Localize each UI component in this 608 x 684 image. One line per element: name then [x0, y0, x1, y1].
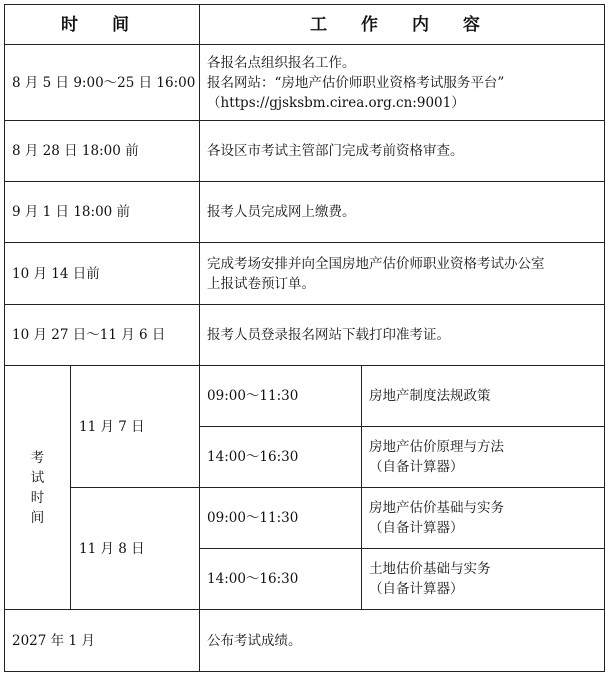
row-content — [200, 305, 605, 366]
table-row — [5, 305, 605, 366]
table-row — [5, 121, 605, 182]
content-line: 完成考场安排并向全国房地产估价师职业资格考试办公室 — [207, 255, 545, 272]
exam-date: 11 月 8 日 — [71, 488, 200, 610]
table-row — [5, 243, 605, 305]
header-work-content: 工 作 内 容 — [200, 5, 605, 45]
header-time: 时 间 — [5, 5, 200, 45]
row-time: 2027 年 1 月 — [5, 610, 200, 672]
subject-note: （自备计算器） — [369, 581, 464, 597]
registration-url: （https://gjsksbm.cirea.org.cn:9001） — [207, 94, 465, 111]
session-subject — [362, 488, 605, 549]
table-row — [5, 182, 605, 243]
subject-line: 土地估价基础与实务 — [369, 561, 491, 577]
exam-label-char: 时 — [30, 489, 45, 506]
session-time: 14:00～16:30 — [200, 427, 362, 488]
subject-line: 房地产估价基础与实务 — [369, 500, 505, 516]
content-line: 各设区市考试主管部门完成考前资格审查。 — [207, 143, 464, 159]
subject-note: （自备计算器） — [369, 459, 464, 475]
content-line: 报名网站：“房地产估价师职业资格考试服务平台” — [207, 74, 505, 91]
table-row — [5, 610, 605, 672]
exam-label-char: 考 — [30, 449, 45, 466]
row-time: 8 月 5 日 9:00～25 日 16:00 — [5, 45, 200, 121]
exam-row — [5, 366, 605, 427]
row-content — [200, 45, 605, 121]
session-time: 09:00～11:30 — [200, 366, 362, 427]
row-time: 10 月 14 日前 — [5, 243, 200, 305]
session-subject — [362, 366, 605, 427]
subject-note: （自备计算器） — [369, 520, 464, 536]
row-content — [200, 182, 605, 243]
row-time: 9 月 1 日 18:00 前 — [5, 182, 200, 243]
row-time: 8 月 28 日 18:00 前 — [5, 121, 200, 182]
table-row — [5, 45, 605, 121]
session-time: 14:00～16:30 — [200, 549, 362, 610]
row-content — [200, 243, 605, 305]
session-subject — [362, 427, 605, 488]
exam-row — [5, 488, 605, 549]
content-line: 上报试卷预订单。 — [207, 275, 316, 292]
subject-line: 房地产制度法规政策 — [369, 388, 491, 404]
session-subject — [362, 549, 605, 610]
exam-label-char: 试 — [30, 469, 45, 486]
session-time: 09:00～11:30 — [200, 488, 362, 549]
content-line: 报考人员完成网上缴费。 — [207, 204, 356, 220]
row-content — [200, 610, 605, 672]
table-header-row — [5, 5, 605, 45]
row-time: 10 月 27 日～11 月 6 日 — [5, 305, 200, 366]
exam-date: 11 月 7 日 — [71, 366, 200, 488]
content-line: 各报名点组织报名工作。 — [207, 54, 356, 71]
subject-line: 房地产估价原理与方法 — [369, 439, 505, 455]
row-content — [200, 121, 605, 182]
content-line: 报考人员登录报名网站下载打印准考证。 — [207, 327, 451, 343]
exam-schedule-table — [4, 4, 605, 672]
exam-time-label — [5, 366, 71, 610]
content-line: 公布考试成绩。 — [207, 632, 302, 649]
exam-label-char: 间 — [30, 509, 45, 526]
